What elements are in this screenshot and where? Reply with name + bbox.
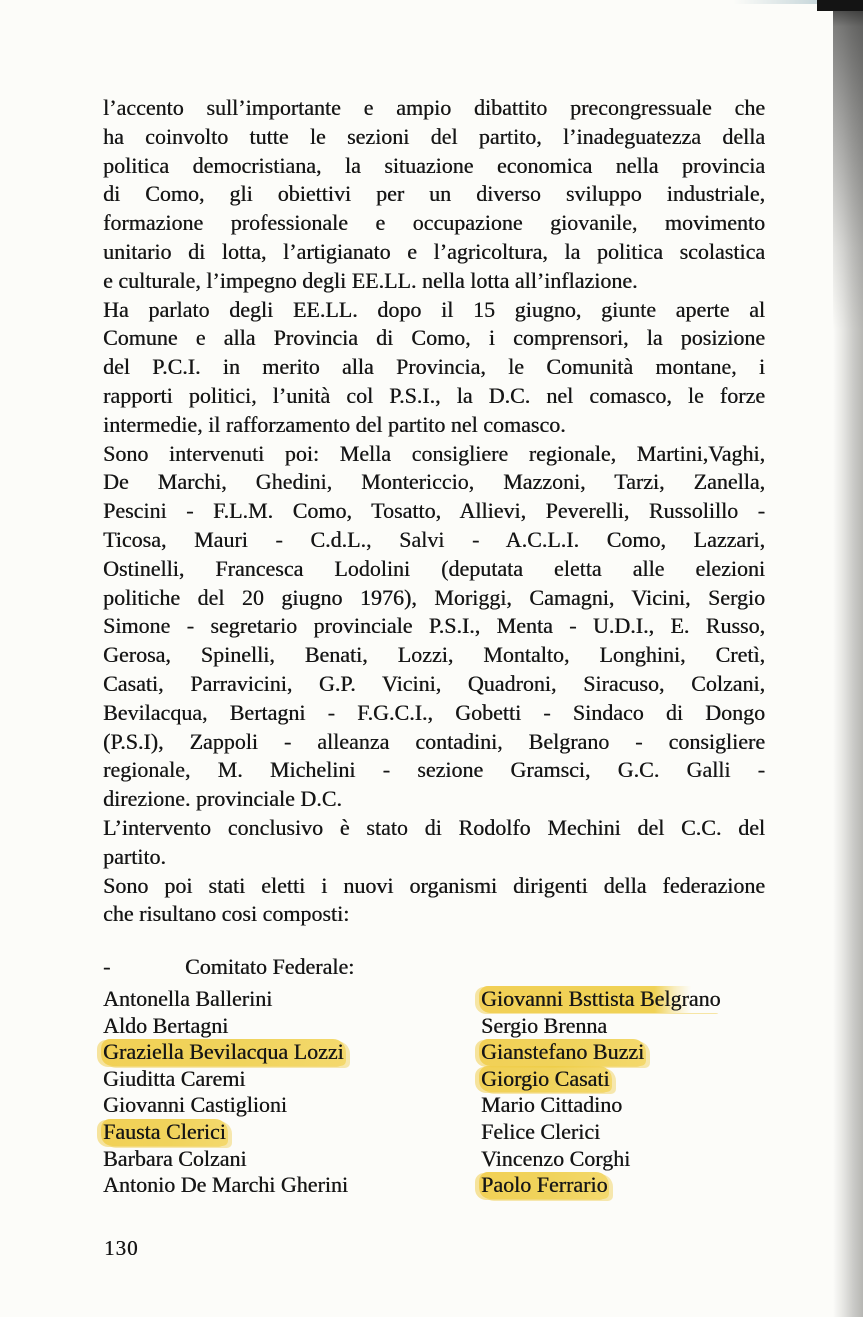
member-name: Barbara Colzani: [103, 1145, 247, 1171]
text-line: politiche del 20 giugno 1976), Moriggi, Camagni, Vicini, Sergio: [103, 584, 765, 610]
text-line: politica democristiana, la situazione economica nella provincia: [103, 152, 765, 178]
text-line: De Marchi, Ghedini, Montericcio, Mazzoni, Tarzi, Zanella,: [103, 469, 765, 495]
text-line: e culturale, l’impegno degli EE.LL. nella lotta all’inflazione.: [103, 267, 638, 293]
committee-member-row: [103, 1039, 481, 1066]
committee-member-row: [481, 986, 765, 1013]
text-line: L’intervento conclusivo è stato di Rodolfo Mechini del C.C. del: [103, 814, 765, 840]
member-name: Mario Cittadino: [481, 1092, 623, 1118]
page-number: 130: [104, 1236, 139, 1260]
text-line: Bevilacqua, Bertagni - F.G.C.I., Gobetti - Sindaco di Dongo: [103, 699, 765, 725]
paragraph: [103, 814, 765, 872]
text-line: Ostinelli, Francesca Lodolini (deputata eletta alle elezioni: [103, 555, 765, 581]
member-name-highlighted: Giorgio Casati: [481, 1065, 610, 1091]
committee-left-column: [103, 986, 481, 1199]
scan-top-corner-shadow: [817, 0, 863, 11]
text-line: l’accento sull’importante e ampio dibattito precongressuale che: [103, 95, 765, 120]
committee-member-row: [481, 1092, 765, 1119]
committee-member-row: [481, 1013, 765, 1040]
text-line: Ha parlato degli EE.LL. dopo il 15 giugno, giunte aperte al: [103, 296, 765, 322]
member-name: Giovanni Castiglioni: [103, 1092, 287, 1118]
member-name: Sergio Brenna: [481, 1012, 608, 1038]
committee-member-row: [103, 1092, 481, 1119]
text-line: del P.C.I. in merito alla Provincia, le Comunità montane, i: [103, 354, 765, 380]
text-line: (P.S.I), Zappoli - alleanza contadini, Belgrano - consigliere: [103, 728, 765, 754]
paragraph: [103, 440, 765, 814]
committee-member-row: [103, 1013, 481, 1040]
text-line: unitario di lotta, l’artigianato e l’agricoltura, la politica scolastica: [103, 238, 765, 264]
paragraph: [103, 296, 765, 440]
committee-columns: [103, 986, 783, 1199]
committee-member-row: [103, 1146, 481, 1173]
text-line: regionale, M. Michelini - sezione Gramsci, G.C. Galli -: [103, 757, 765, 783]
committee-right-column: [481, 986, 765, 1199]
committee-member-row: [481, 1066, 765, 1093]
text-line: Casati, Parravicini, G.P. Vicini, Quadroni, Siracuso, Colzani,: [103, 670, 765, 696]
committee-member-row: [103, 1172, 481, 1199]
member-name-highlighted: Gianstefano Buzzi: [481, 1039, 645, 1065]
text-line: che risultano cosi composti:: [103, 901, 350, 927]
paragraph: [103, 94, 765, 296]
text-line: partito.: [103, 843, 166, 869]
text-line: rapporti politici, l’unità col P.S.I., la D.C. nel comasco, le forze: [103, 382, 765, 408]
member-name-highlighted: Giovanni Bsttista Belgrano: [481, 986, 721, 1011]
text-line: formazione professionale e occupazione giovanile, movimento: [103, 210, 765, 236]
scan-top-edge-tint: [733, 0, 823, 4]
member-name-highlighted: Paolo Ferrario: [481, 1172, 608, 1198]
member-name: Vincenzo Corghi: [481, 1145, 631, 1171]
member-name: Aldo Bertagni: [103, 1012, 229, 1038]
member-name: Antonella Ballerini: [103, 986, 273, 1011]
text-line: Sono poi stati eletti i nuovi organismi dirigenti della federazione: [103, 872, 765, 898]
committee-member-row: [481, 1119, 765, 1146]
text-line: di Como, gli obiettivi per un diverso sviluppo industriale,: [103, 181, 765, 207]
text-line: Simone - segretario provinciale P.S.I., Menta - U.D.I., E. Russo,: [103, 613, 765, 639]
committee-member-row: [103, 1066, 481, 1093]
text-line: Ticosa, Mauri - C.d.L., Salvi - A.C.L.I. Como, Lazzari,: [103, 526, 765, 552]
text-line: Comune e alla Provincia di Como, i comprensori, la posizione: [103, 325, 765, 351]
book-spine-top-shadow: [833, 0, 863, 330]
text-line: direzione. provinciale D.C.: [103, 786, 342, 812]
member-name-highlighted: Fausta Clerici: [103, 1118, 226, 1144]
committee-heading-label: Comitato Federale:: [185, 954, 355, 979]
committee-heading: [103, 952, 783, 982]
paragraph: [103, 872, 765, 930]
text-line: Pescini - F.L.M. Como, Tosatto, Allievi, Peverelli, Russolillo -: [103, 498, 765, 524]
text-line: intermedie, il rafforzamento del partito nel comasco.: [103, 411, 566, 437]
committee-dash: -: [103, 954, 111, 979]
committee-member-row: [103, 986, 481, 1013]
text-line: ha coinvolto tutte le sezioni del partito, l’inadeguatezza della: [103, 123, 765, 149]
committee-member-row: [481, 1039, 765, 1066]
committee-member-row: [103, 1119, 481, 1146]
member-name: Giuditta Caremi: [103, 1065, 246, 1091]
committee-member-row: [481, 1146, 765, 1173]
text-line: Gerosa, Spinelli, Benati, Lozzi, Montalto, Longhini, Cretì,: [103, 642, 765, 668]
member-name-highlighted: Graziella Bevilacqua Lozzi: [103, 1039, 344, 1065]
body-text: [103, 94, 765, 929]
committee-section: [103, 952, 783, 1199]
member-name: Antonio De Marchi Gherini: [103, 1172, 348, 1198]
text-line: Sono intervenuti poi: Mella consigliere regionale, Martini,Vaghi,: [103, 440, 765, 466]
member-name: Felice Clerici: [481, 1118, 601, 1144]
committee-member-row: [481, 1172, 765, 1199]
